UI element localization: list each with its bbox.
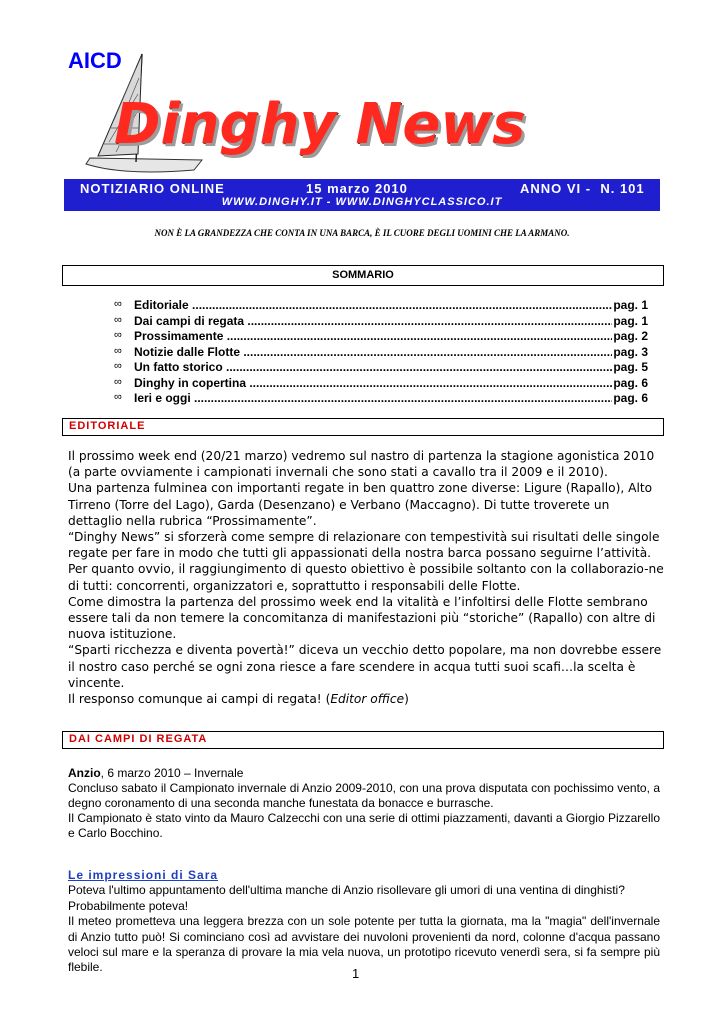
regata-paragraph: Concluso sabato il Campionato invernale di Anzio 2009-2010, con una prova disputata con pochissimo vento, a degno coronamento di una seconda manche funestata da bonacce e burrasche. [68,781,660,810]
toc-label: Dai campi di regata ..... [134,314,648,328]
editoriale-paragraph: Come dimostra la partenza del prossimo week end la vitalità e l’infoltirsi delle Flotte sembrano essere tali da non temere la concomitanza di manifestazioni più “storiche” (Rapallo) con altre di nuova istituzione. [68,594,656,642]
summary-title: SOMMARIO [332,269,394,281]
banner-websites[interactable]: WWW.DINGHY.IT - WWW.DINGHYCLASSICO.IT [221,196,503,208]
toc-item[interactable] [114,376,654,392]
toc-label: Notizie dalle Flotte ..... [134,345,648,359]
toc-page: pag. 5 [613,360,648,374]
sara-paragraph: Poteva l'ultimo appuntamento dell'ultima manche di Anzio risollevare gli umori di una ventina di dinghisti? Probabilmente poteva! [68,883,625,913]
banner-issue: ANNO VI - N. 101 [520,181,645,196]
page-number: 1 [352,966,360,981]
toc-label: Dinghy in copertina ..... [134,376,648,390]
sara-paragraph: Il meteo prometteva una leggera brezza con un sole potente per tutta la giornata, ma la "magia" dell'invernale di Anzio tutto può! Si cominciano così ad avvistare dei nuvoloni provenienti da nord, colonne d'acqua passano veloci sul mare e la speranza di provare la mia vela nuova, un prototipo ricevuto venerdì sera, si fa sempre più flebile. [68,914,660,975]
aicd-logo-text: AICD [68,48,122,73]
editoriale-paragraph: Una partenza fulminea con importanti regate in ben quattro zone diverse: Ligure (Rapallo), Alto Tirreno (Torre del Lago), Garda (Desenzano) e Verbano (Maccagno). Di tutte troverete un dettaglio nella rubrica “Prossimamente”. [68,481,653,528]
regata-dateline [68,766,660,781]
regata-place: Anzio [68,766,101,780]
header-banner [64,179,660,211]
toc-label: Un fatto storico ..... [134,360,648,374]
toc-label: Ieri e oggi ..... [134,391,648,405]
toc-page: pag. 6 [613,391,648,405]
sara-heading-link[interactable]: Le impressioni di Sara [68,868,219,882]
editoriale-heading-box [62,418,664,436]
closing-text: Il responso comunque ai campi di regata! ( [68,692,331,707]
toc-item[interactable] [114,345,654,361]
editoriale-paragraph: “Sparti ricchezza e diventa povertà!” diceva un vecchio detto popolare, ma non dovrebbe essere il nostro caso perché se ogni zona riesce a fare scendere in acqua tutti suoi scafi…la scelta è vincente. [68,643,662,690]
regata-body [68,766,660,841]
editoriale-paragraph: Il prossimo week end (20/21 marzo) vedremo sul nastro di partenza la stagione agonistica 2010 (a parte ovviamente i campionati invernali che sono stati a cavallo tra il 2009 e il 2010). [68,449,655,480]
sara-section [68,868,660,976]
editoriale-heading: EDITORIALE [69,420,146,432]
infinity-bullet-icon: ∞ [114,313,122,326]
toc-item[interactable] [114,329,654,345]
newsletter-title: Dinghy News [114,92,526,157]
toc-page: pag. 2 [613,329,648,343]
toc-item[interactable] [114,314,654,330]
infinity-bullet-icon: ∞ [114,298,122,310]
summary-heading-box [62,265,664,286]
signature: Editor office [330,692,405,707]
banner-publication: NOTIZIARIO ONLINE [80,181,225,196]
editoriale-paragraph: “Dinghy News” si sforzerà come sempre di relazionare con tempestività sui risultati delle singole regate per fare in modo che tutti gli appassionati della nostra barca possano seguirne l’attività. [68,530,660,561]
banner-date: 15 marzo 2010 [306,181,408,196]
toc-page: pag. 6 [613,375,648,390]
closing-end: ) [404,692,409,707]
infinity-bullet-icon: ∞ [114,344,122,357]
infinity-bullet-icon: ∞ [114,391,122,403]
toc-label: Editoriale ..... [134,298,648,312]
motto: NON È LA GRANDEZZA CHE CONTA IN UNA BARCA, È IL CUORE DEGLI UOMINI CHE LA ARMANO. [154,228,570,238]
regata-date: , 6 marzo 2010 – Invernale [100,766,244,780]
regata-paragraph: Il Campionato è stato vinto da Mauro Calzecchi con una serie di ottimi piazzamenti, davanti a Giorgio Pizzarello e Carlo Bocchino. [68,811,660,840]
editoriale-paragraph: Per quanto ovvio, il raggiungimento di questo obiettivo è possibile soltanto con la collaborazio-ne di tutti: concorrenti, organizzatori e, soprattutto i responsabili delle Flotte. [68,562,664,593]
toc-label: Prossimamente ..... [134,329,648,343]
regata-heading-box [62,731,664,749]
editoriale-closing [68,691,664,707]
toc-page: pag. 1 [613,313,648,328]
toc-item[interactable] [114,360,654,376]
infinity-bullet-icon: ∞ [114,360,122,372]
toc-page: pag. 3 [613,344,648,359]
infinity-bullet-icon: ∞ [114,375,122,388]
toc-item[interactable] [114,391,654,407]
table-of-contents [114,298,654,407]
infinity-bullet-icon: ∞ [114,329,122,341]
regata-heading: DAI CAMPI DI REGATA [69,733,208,745]
toc-page: pag. 1 [613,298,648,312]
editoriale-body [68,448,664,707]
toc-item[interactable] [114,298,654,314]
masthead [64,38,664,188]
